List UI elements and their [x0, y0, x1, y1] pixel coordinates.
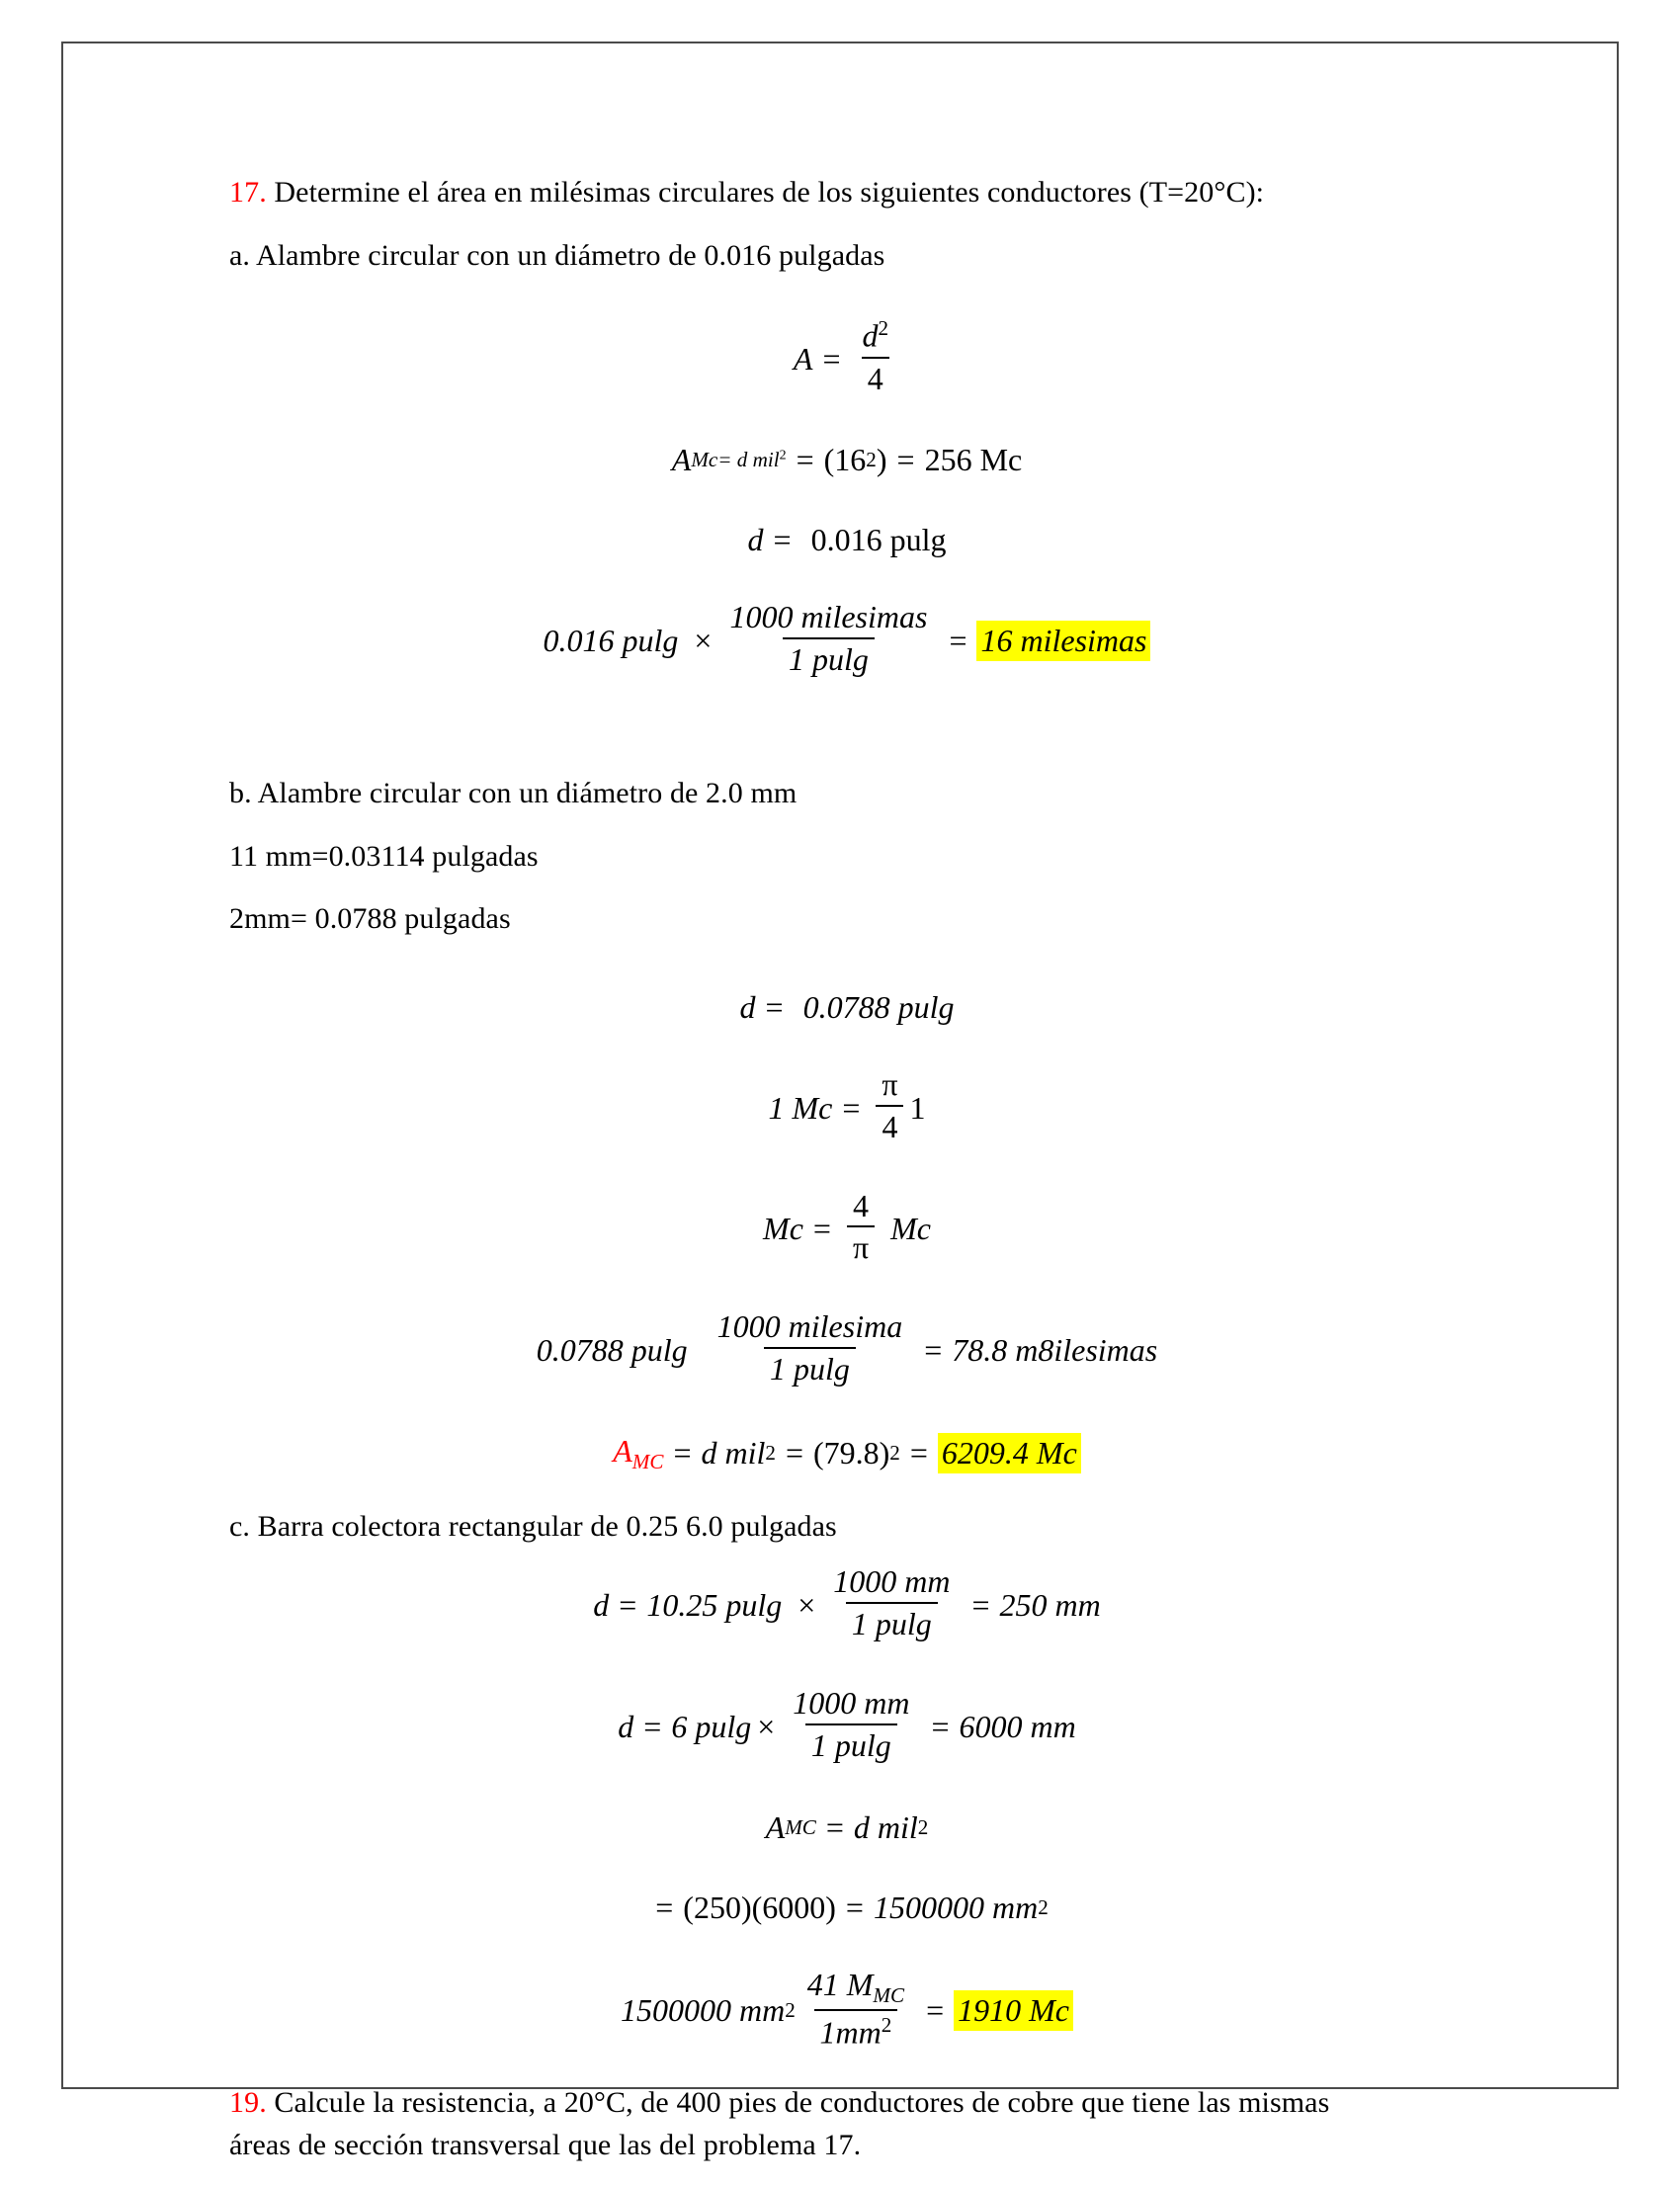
- part-b-note-2: 2mm= 0.0788 pulgadas: [229, 902, 511, 936]
- equation-b-mc-ratio: Mc = $\frac{4}{\pi}$ Mc: [763, 1187, 931, 1266]
- part-a-label: a. Alambre circular con un diámetro de 0.016 pulgadas: [229, 238, 885, 272]
- equation-a-diameter: d = 0.016 pulg: [747, 522, 947, 558]
- document-content: [229, 170, 1465, 2185]
- part-b-label: b. Alambre circular con un diámetro de 2.0 mm: [229, 777, 798, 810]
- equation-b-result: $A_{MC}$ = d mil 2 = (79.8) 2 = 6209.4 Mc: [229, 1433, 1465, 1474]
- equation-c-width-conversion: d = 10.25 pulg × $\frac{1000 mm}{1 pulg}$ = 250 mm: [593, 1563, 1101, 1642]
- equation-a-mc-calc: A Mc= d mil$^2$ = (16 2 ) = 256 Mc: [671, 442, 1023, 478]
- equation-b-diameter: d = 0.0788 pulg: [739, 988, 955, 1025]
- equation-c-area-value: = (250)(6000) = 1500000 mm 2: [655, 1889, 1049, 1925]
- equation-b-conversion: 0.0788 pulg $\frac{\text{1000 milesima}}{1 pulg}$ = 78.8 m8ilesimas: [536, 1308, 1158, 1387]
- equation-c-area-formula: A MC = d mil 2: [765, 1808, 929, 1845]
- a-mc-symbol-red: $A_{MC}$: [613, 1432, 664, 1473]
- highlight-result-b: 6209.4 Mc: [938, 1433, 1081, 1473]
- problem-19-text-line-2: áreas de sección transversal que las del problema 17.: [229, 2128, 862, 2161]
- problem-17-text: Determine el área en milésimas circulares de los siguientes conductores (T=20°C):: [274, 176, 1265, 209]
- equation-a-area-formula: A = $\frac{d^2}{4}$: [793, 316, 889, 396]
- equation-a-conversion: 0.016 pulg × $\frac{\text{1000 milesimas}}{1 pulg}$ = 16 milesimas: [229, 602, 1465, 680]
- problem-17-number: 17.: [229, 176, 267, 209]
- equation-c-final-conversion: 1500000 mm 2 $\frac{41 M_{MC}}{1mm^2}$ = 1910 Mc: [229, 1970, 1465, 2054]
- highlight-result-a: 16 milesimas: [976, 621, 1150, 661]
- problem-19-number: 19.: [229, 2086, 267, 2120]
- problem-19-statement: [229, 2082, 1465, 2166]
- document-page: [61, 42, 1619, 2161]
- problem-17-statement: [229, 170, 1465, 215]
- problem-19-text-line-1: Calcule la resistencia, a 20°C, de 400 pies de conductores de cobre que tiene las mismas: [274, 2086, 1330, 2120]
- equation-b-one-mc: 1 Mc = $\frac{\pi}{4}$ 1: [768, 1065, 926, 1144]
- part-c-label: c. Barra colectora rectangular de 0.25 6.0 pulgadas: [229, 1509, 837, 1543]
- part-b-note-1: 11 mm=0.03114 pulgadas: [229, 839, 539, 873]
- equation-c-height-conversion: d = 6 pulg × $\frac{1000 mm}{1 pulg}$ = 6000 mm: [618, 1684, 1076, 1763]
- highlight-result-c: 1910 Mc: [954, 1990, 1073, 2031]
